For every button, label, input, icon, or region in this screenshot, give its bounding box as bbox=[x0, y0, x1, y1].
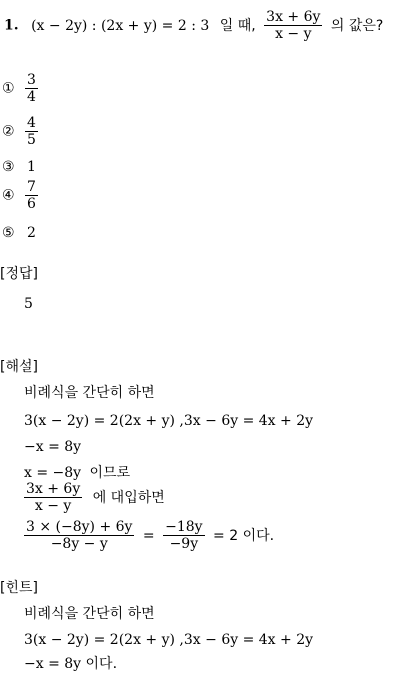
explanation-substitution: x = −8y bbox=[24, 465, 82, 481]
explanation-fraction-b bbox=[163, 520, 204, 551]
explanation-line-4 bbox=[24, 466, 130, 480]
choice-mark: ④ bbox=[2, 187, 15, 204]
hint-line-1: 비례식을 간단히 하면 bbox=[24, 606, 155, 622]
choice-5[interactable] bbox=[2, 226, 36, 240]
choice-denominator: 5 bbox=[27, 132, 36, 148]
choice-fraction bbox=[25, 180, 38, 211]
question-row bbox=[4, 10, 383, 41]
question-fraction bbox=[264, 10, 322, 41]
answer-label: [정답] bbox=[0, 266, 38, 282]
fraction-denominator: −8y − y bbox=[50, 536, 108, 552]
question-ratio: (x − 2y) : (2x + y) = 2 : 3 bbox=[31, 17, 210, 34]
choice-denominator: 4 bbox=[27, 89, 36, 105]
choice-value: 2 bbox=[27, 225, 36, 241]
choice-denominator: 6 bbox=[27, 196, 36, 212]
fraction-numerator: 3x + 6y bbox=[266, 9, 321, 25]
fraction-denominator: x − y bbox=[34, 498, 72, 514]
explanation-line-3: −x = 8y bbox=[24, 439, 82, 455]
fraction-denominator: x − y bbox=[275, 26, 312, 42]
choice-mark: ⑤ bbox=[2, 225, 15, 241]
choice-3[interactable] bbox=[2, 160, 36, 174]
choice-mark: ① bbox=[2, 80, 15, 97]
choice-mark: ③ bbox=[2, 159, 15, 175]
fraction-numerator: −18y bbox=[165, 519, 203, 535]
explanation-fraction bbox=[24, 482, 82, 513]
choice-mark: ② bbox=[2, 123, 15, 140]
choice-fraction bbox=[25, 73, 38, 104]
question-tail: 의 값은? bbox=[330, 17, 384, 34]
explanation-line-1: 비례식을 간단히 하면 bbox=[24, 385, 155, 401]
explanation-result: = 2 이다. bbox=[213, 527, 275, 544]
explanation-line-5-tail: 에 대입하면 bbox=[92, 489, 165, 506]
choice-4[interactable] bbox=[2, 180, 38, 211]
choice-numerator: 3 bbox=[27, 72, 36, 88]
choice-2[interactable] bbox=[2, 116, 38, 147]
choice-fraction bbox=[25, 116, 38, 147]
choice-1[interactable] bbox=[2, 73, 38, 104]
hint-label: [힌트] bbox=[0, 580, 38, 596]
choice-numerator: 7 bbox=[27, 179, 36, 195]
explanation-line-6 bbox=[24, 520, 274, 551]
answer-value: 5 bbox=[24, 296, 33, 312]
question-number: 1. bbox=[4, 17, 19, 34]
explanation-label: [해설] bbox=[0, 359, 38, 375]
choice-value: 1 bbox=[27, 159, 36, 175]
fraction-denominator: −9y bbox=[169, 536, 199, 552]
explanation-line-5 bbox=[24, 482, 165, 513]
fraction-numerator: 3x + 6y bbox=[26, 481, 81, 497]
question-condition: 일 때, bbox=[219, 17, 256, 34]
explanation-line-4-tail: 이므로 bbox=[89, 465, 131, 481]
fraction-numerator: 3 × (−8y) + 6y bbox=[26, 519, 133, 535]
hint-line-2: 3(x − 2y) = 2(2x + y) ,3x − 6y = 4x + 2y bbox=[24, 632, 314, 648]
choice-numerator: 4 bbox=[27, 115, 36, 131]
explanation-fraction-a bbox=[24, 520, 134, 551]
equals-sign: = bbox=[142, 527, 155, 544]
hint-line-3: −x = 8y 이다. bbox=[24, 656, 118, 672]
explanation-line-2: 3(x − 2y) = 2(2x + y) ,3x − 6y = 4x + 2y bbox=[24, 413, 314, 429]
